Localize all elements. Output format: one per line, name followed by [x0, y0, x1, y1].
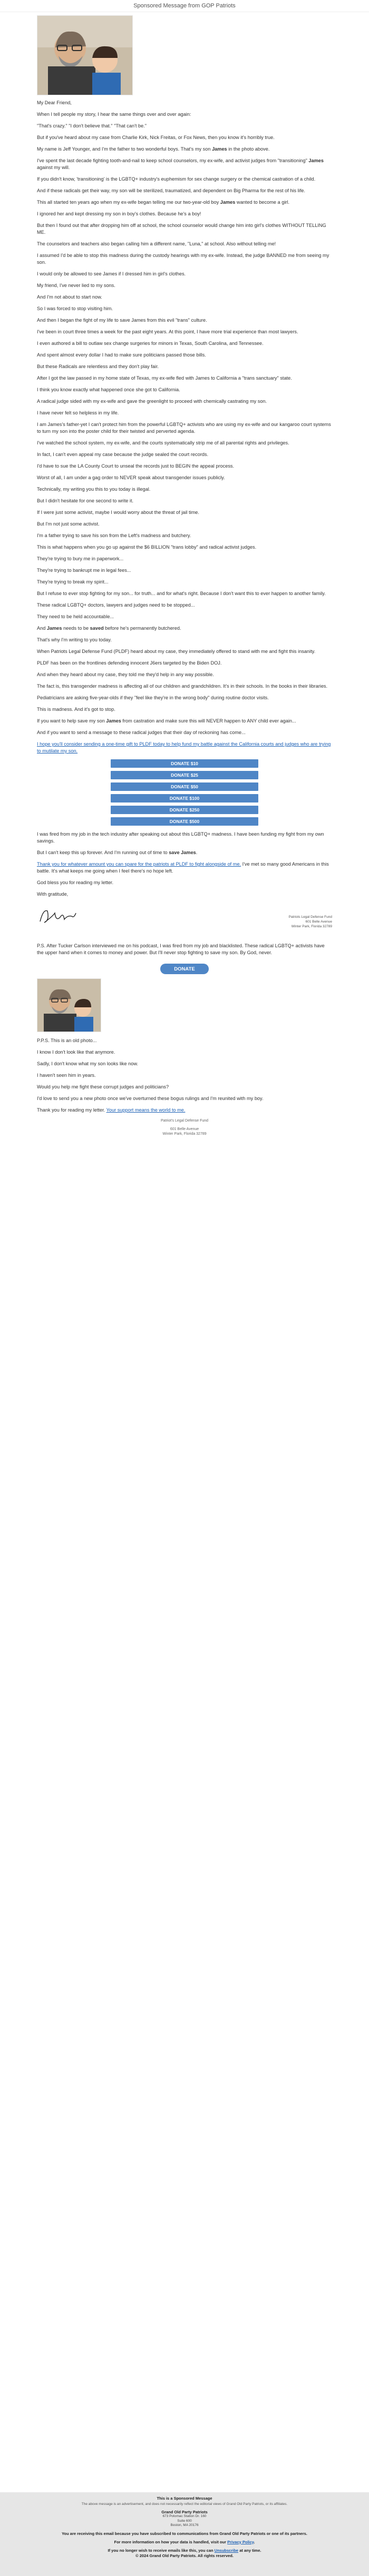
paragraph: Worst of all, I am under a gag order to NEVER speak about transgender issues publicly. [37, 475, 225, 480]
donate-25-button[interactable]: DONATE $25 [111, 771, 258, 779]
paragraph: I assumed I'd be able to stop this madness during the custody hearings with my ex-wife. Instead, the judge BANNED me from seeing my son. [37, 253, 329, 265]
paragraph: And if you want to send a message to these radical judges that their day of reckoning has come... [37, 730, 246, 735]
donate-50-button[interactable]: DONATE $50 [111, 782, 258, 791]
sponsored-banner [0, 0, 369, 12]
footer-privacy-notice: For more information on how your data is handled, visit our Privacy Policy. [114, 2539, 255, 2544]
paragraph: They need to be held accountable... [37, 614, 114, 619]
paragraph: They're trying to bankrupt me in legal fees... [37, 568, 131, 573]
footer-address-line: Boston, MA 20176 [170, 2523, 199, 2527]
paragraph: "That's crazy." "I don't believe that." "That can't be." [37, 123, 147, 128]
sponsored-label: Sponsored Message from GOP Patriots [133, 3, 236, 9]
paragraph: My friend, I've never lied to my sons. [37, 283, 115, 288]
paragraph: My name is Jeff Younger, and I'm the father to two wonderful boys. That's my son James in the photo above. [37, 146, 270, 152]
paragraph: This is madness. And it's got to stop. [37, 707, 115, 712]
paragraph: A radical judge sided with my ex-wife and gave the greenlight to proceed with chemically castrating my son. [37, 399, 267, 404]
hero-photo [37, 15, 133, 95]
pldf-address-block [37, 915, 332, 929]
paragraph: I'd have to sue the LA County Court to unseal the records just to BEGIN the appeal process. [37, 463, 235, 469]
org-address-line: Winter Park, Florida 32789 [291, 925, 332, 928]
paragraph [37, 741, 332, 755]
footer [0, 2492, 369, 2576]
paragraph: Would you help me fight these corrupt judges and politicians? [37, 1084, 169, 1089]
closing: With gratitude, [37, 891, 69, 897]
paragraph: But I can't keep this up forever. And I'm running out of time to save James. [37, 850, 198, 855]
paragraph: If I were just some activist, maybe I would worry about the threat of jail time. [37, 510, 199, 515]
paragraph: This all started ten years ago when my ex-wife began telling me our two-year-old boy James wanted to become a girl. [37, 200, 290, 205]
paragraph: And if these radicals get their way, my son will be sterilized, traumatized, and dependent on Big Pharma for the rest of his life. [37, 188, 305, 193]
paragraph: But if you've heard about my case from Charlie Kirk, Nick Freitas, or Fox News, then you know it's horribly true. [37, 135, 275, 140]
footer-notice: You are receiving this email because you have subscribed to communications from Grand Old Party Patriots or one of its partners. [62, 2531, 307, 2536]
postscript: P.S. After Tucker Carlson interviewed me on his podcast, I was fired from my job and blacklisted. These radical LGBTQ+ activists have the upper hand when it comes to money and power. But I'll never stop fighting to save my son. By God, never. [37, 943, 325, 955]
pldf-center-block [37, 1118, 332, 1137]
paragraph: I would only be allowed to see James if I dressed him in girl's clothes. [37, 271, 186, 276]
paragraph: I am James's father-yet I can't protect him from the powerful LGBTQ+ activists who are using my ex-wife and our kangaroo court systems to turn my son into the poster child for their twisted and perverted agenda. [37, 422, 331, 434]
paragraph: I think you know exactly what happened once she got to California. [37, 387, 180, 392]
donate-100-button[interactable]: DONATE $100 [111, 794, 258, 802]
greeting: My Dear Friend, [37, 100, 72, 105]
paragraph: I know I don't look like that anymore. [37, 1049, 115, 1055]
paragraph: And when they heard about my case, they told me they'd help in any way possible. [37, 672, 214, 677]
paragraph: I'm a father trying to save his son from the Left's madness and butchery. [37, 533, 191, 538]
donate-250-button[interactable]: DONATE $250 [111, 806, 258, 814]
donate-link[interactable]: Thank you for whatever amount you can spare for the patriots at PLDF to fight alongside of me. [37, 861, 241, 867]
donate-pill-row [37, 964, 332, 974]
paragraph: I haven't seen him in years. [37, 1073, 96, 1078]
paragraph: When I tell people my story, I hear the same things over and over again: [37, 112, 191, 117]
paragraph: If you want to help save my son James from castration and make sure this will NEVER happen to ANY child ever again... [37, 718, 296, 724]
paragraph: And I'm not about to start now. [37, 294, 102, 300]
paragraph: Thank you for whatever amount you can spare for the patriots at PLDF to fight alongside of me. I've met so many good Americans in this battle. It's what keeps me going when I feel there's no hope left. [37, 861, 329, 874]
paragraph: Pediatricians are asking five-year-olds if they "feel like they're in the wrong body" during routine doctor visits. [37, 695, 269, 700]
paragraph: P.P.S. This is an old photo... [37, 1038, 97, 1043]
footer-heading: This is a Sponsored Message [157, 2496, 212, 2501]
paragraph: The fact is, this transgender madness is affecting all of our children and grandchildren. It's in their schools. In the books in their libraries. [37, 683, 328, 689]
donate-button-list [37, 759, 332, 826]
paragraph: I have never felt so helpless in my life. [37, 410, 119, 415]
paragraph: PLDF has been on the frontlines defending innocent J6ers targeted by the Biden DOJ. [37, 660, 222, 666]
paragraph: After I got the law passed in my home state of Texas, my ex-wife fled with James to California a "trans sanctuary" state. [37, 375, 292, 381]
paragraph: They're trying to break my spirit... [37, 579, 109, 584]
footer-unsubscribe-notice: If you no longer wish to receive emails like this, you can Unsubscribe at any time. [108, 2548, 261, 2553]
paragraph: Thank you for reading my letter. Your support means the world to me. [37, 1107, 186, 1113]
paragraph: That's why I'm writing to you today. [37, 637, 112, 642]
letter-container [37, 12, 332, 1137]
paragraph: When Patriots Legal Defense Fund (PLDF) heard about my case, they immediately offered to stand with me and fight this insanity. [37, 649, 316, 654]
org-name: Patriot's Legal Defense Fund [160, 1119, 209, 1123]
footer-address-line: Suite 600 [177, 2519, 192, 2523]
org-name: Patriots Legal Defense Fund [288, 915, 332, 919]
paragraph: But then I found out that after dropping him off at school, the school counselor would change him into girl's clothes WITHOUT TELLING ME. [37, 223, 326, 235]
privacy-policy-link[interactable]: Privacy Policy [227, 2539, 254, 2544]
old-photo [37, 978, 101, 1032]
paragraph: So I was forced to stop visiting him. [37, 306, 113, 311]
footer-copyright: © 2024 Grand Old Party Patriots. All rights reserved. [135, 2553, 234, 2558]
paragraph: I'd love to send you a new photo once we've overturned these bogus rulings and I'm reunited with my boy. [37, 1096, 264, 1101]
paragraph: And spent almost every dollar I had to make sure politicians passed those bills. [37, 352, 206, 358]
donate-link[interactable]: I hope you'll consider sending a one-time gift to PLDF today to help fund my battle against the California courts and judges who are trying to mutilate my son. [37, 741, 331, 754]
paragraph: I've been in court three times a week for the past eight years. At this point, I have more trial experience than most lawyers. [37, 329, 298, 334]
org-address-line: 601 Belle Avenue [170, 1127, 199, 1131]
support-link[interactable]: Your support means the world to me. [106, 1107, 186, 1113]
paragraph: But these Radicals are relentless and they don't play fair. [37, 364, 159, 369]
paragraph: God bless you for reading my letter. [37, 880, 114, 885]
paragraph: This is what happens when you go up against the $6 BILLION "trans lobby" and radical activist judges. [37, 544, 257, 550]
paragraph: These radical LGBTQ+ doctors, lawyers and judges need to be stopped... [37, 602, 195, 608]
paragraph: I ignored her and kept dressing my son in boy's clothes. Because he's a boy! [37, 211, 201, 216]
paragraph: And James needs to be saved before he's permanently butchered. [37, 626, 181, 631]
paragraph: In fact, I can't even appeal my case because the judge sealed the court records. [37, 452, 209, 457]
footer-address-line: 673 Potomac Station Dr. 160 [162, 2514, 207, 2518]
paragraph: If you didn't know, 'transitioning' is the LGBTQ+ industry's euphemism for sex change surgery or the chemical castration of a child. [37, 176, 316, 182]
donate-500-button[interactable]: DONATE $500 [111, 817, 258, 826]
paragraph: But I refuse to ever stop fighting for my son... for truth... and for what's right. Because I don't want this to ever happen to another family. [37, 591, 326, 596]
org-address-line: Winter Park, Florida 32789 [162, 1132, 207, 1136]
paragraph: I've watched the school system, my ex-wife, and the courts systematically strip me of all parental rights and privileges. [37, 440, 289, 445]
paragraph: And then I began the fight of my life to save James from this evil "trans" culture. [37, 318, 207, 323]
paragraph: I've spent the last decade fighting tooth-and-nail to keep school counselors, my ex-wife, and activist judges from "transitioning" James against my will. [37, 158, 324, 170]
donate-button[interactable]: DONATE [160, 964, 209, 974]
footer-disclaimer: The above message is an advertisement, and does not necessarily reflect the editorial views of Grand Old Party Patriots, or its affiliates. [81, 2502, 288, 2506]
paragraph: Technically, my writing you this to you today is illegal. [37, 487, 151, 492]
paragraph: I even authored a bill to outlaw sex change surgeries for minors in Texas, South Carolina, and Tennessee. [37, 341, 264, 346]
donate-10-button[interactable]: DONATE $10 [111, 759, 258, 768]
org-address-line: 601 Belle Avenue [305, 920, 332, 924]
footer-org-name: Grand Old Party Patriots [161, 2510, 208, 2514]
paragraph: But I didn't hesitate for one second to write it. [37, 498, 134, 503]
paragraph: The counselors and teachers also began calling him a different name, "Luna," at school. Also without telling me! [37, 241, 276, 246]
paragraph: But I'm not just some activist. [37, 521, 100, 527]
paragraph: Sadly, I don't know what my son looks like now. [37, 1061, 139, 1066]
signature [37, 906, 79, 927]
unsubscribe-link[interactable]: Unsubscribe [214, 2548, 239, 2553]
paragraph: I was fired from my job in the tech industry after speaking out about this LGBTQ+ madness. I have been funding my fight from my own savings. [37, 831, 324, 844]
paragraph: They're trying to bury me in paperwork... [37, 556, 124, 561]
